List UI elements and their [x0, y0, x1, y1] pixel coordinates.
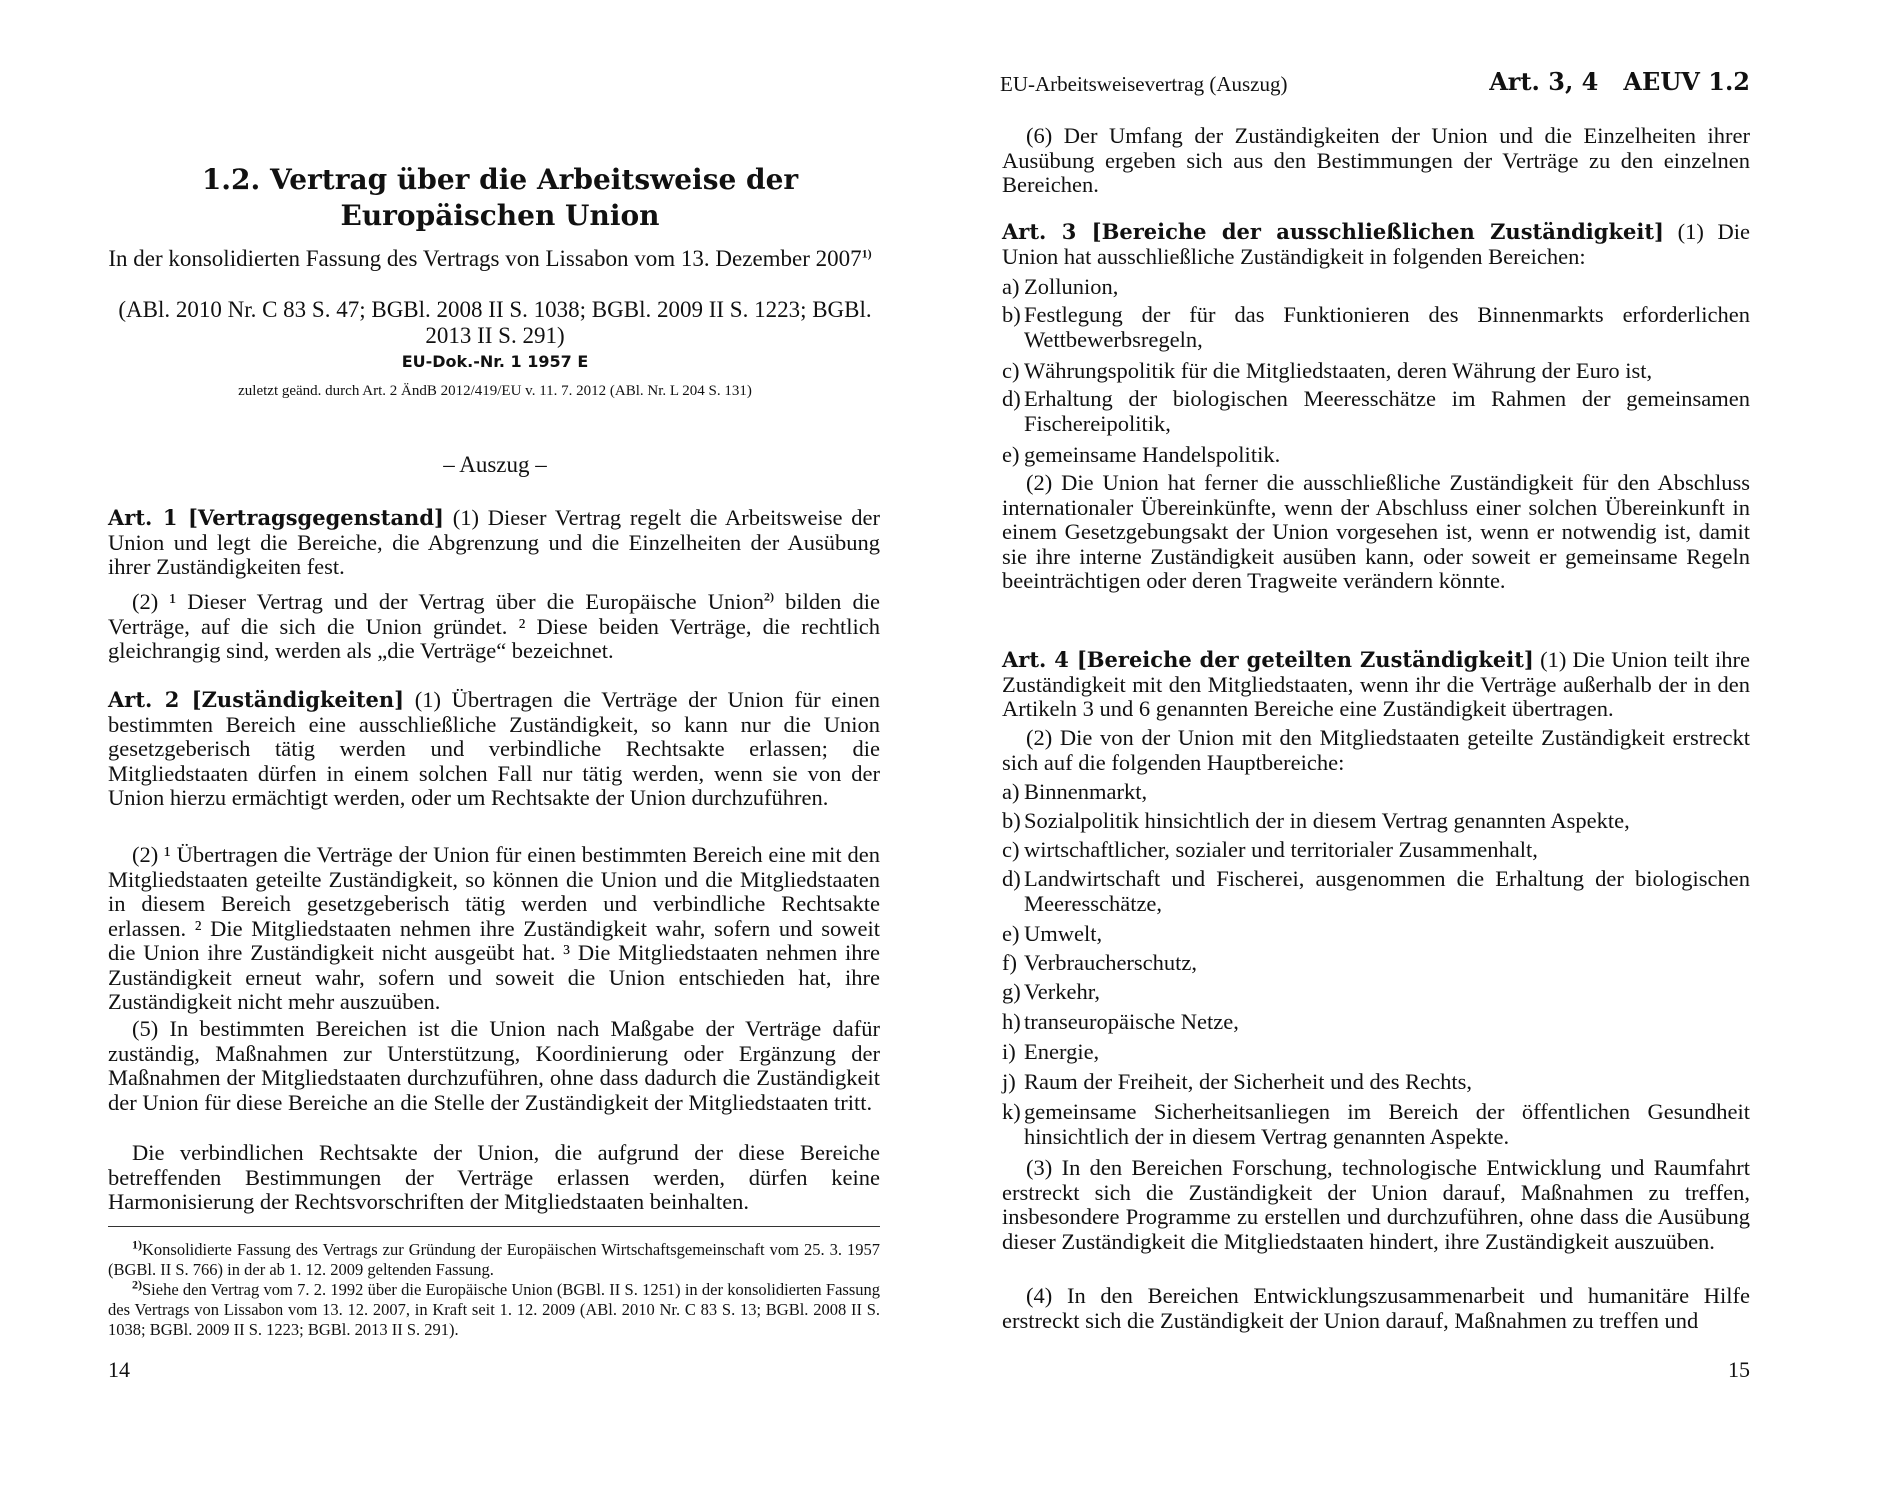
item-text: Umwelt,: [1024, 921, 1103, 946]
article-4-heading: Art. 4 [Bereiche der geteilten Zuständigkeit]: [1002, 647, 1534, 672]
article-2-heading: Art. 2 [Zuständigkeiten]: [108, 687, 405, 712]
article-2-paragraph-2: (2) ¹ Übertragen die Verträge der Union für einen bestimmten Bereich eine mit den Mitgliedstaaten geteilte Zuständigkeit, so können die Union und die Mitgliedstaaten in diesem Bereich gesetzgeberisch tätig werden und verbindliche Rechtsakte erlassen. ² Die Mitgliedstaaten nehmen ihre Zuständigkeit wahr, sofern und soweit die Union ihre Zuständigkeit nicht ausgeübt hat. ³ Die Mitgliedstaaten nehmen ihre Zuständigkeit erneut wahr, sofern und soweit die Union entschieden hat, ihre Zuständigkeit nicht mehr auszuüben.: [108, 842, 880, 1014]
item-text: Raum der Freiheit, der Sicherheit und des Rechts,: [1024, 1069, 1473, 1094]
excerpt-label: – Auszug –: [443, 452, 547, 477]
article-1-heading: Art. 1 [Vertragsgegenstand]: [108, 505, 444, 530]
sources: (ABl. 2010 Nr. C 83 S. 47; BGBl. 2008 II S. 1038; BGBl. 2009 II S. 1223; BGBl. 2013 II S. 291): [118, 297, 872, 348]
article-2-p1-text: (1) Übertragen die Verträge der Union für einen bestimmten Bereich eine ausschließliche Zuständigkeit, so kann nur die Union gesetzgeberisch tätig werden und verbindliche Rechtsakte erlassen; die Mitgliedstaaten dürfen in einem solchen Fall nur tätig werden, wenn sie von der Union hierzu ermächtigt werden, oder um Rechtsakte der Union durchzuführen.: [108, 687, 880, 810]
article-1-p2-text-b: bilden die Verträge, auf die sich die Union gründet. ² Diese beiden Verträge, die rechtlich gleichrangig sind, werden als „die Verträge“ bezeichnet.: [108, 589, 880, 663]
article-4-paragraph-1: [1002, 648, 1750, 722]
article-2-paragraph-6: Die verbindlichen Rechtsakte der Union, die aufgrund der diese Bereiche betreffenden Bestimmungen der Verträge erlassen werden, dürfen keine Harmonisierung der Rechtsvorschriften der Mitgliedstaaten beinhalten.: [108, 1140, 880, 1214]
item-marker: a): [1002, 779, 1020, 804]
article-4-paragraph-2: (2) Die von der Union mit den Mitgliedstaaten geteilte Zuständigkeit erstreckt sich auf die folgenden Hauptbereiche:: [1002, 725, 1750, 775]
footnote-2-text: Siehe den Vertrag vom 7. 2. 1992 über die Europäische Union (BGBl. II S. 1251) in der konsolidierten Fassung des Vertrags von Lissabon vom 13. 12. 2007, in Kraft seit 1. 12. 2009 (ABl. 2010 Nr. C 83 S. 13; BGBl. 2008 II S. 1038; BGBl. 2009 II S. 1223; BGBl. 2013 II S. 291).: [108, 1280, 880, 1339]
footnote-1-mark: 1): [132, 1237, 142, 1252]
article-1-p1-text: (1) Dieser Vertrag regelt die Arbeitsweise der Union und legt die Bereiche, die Abgrenzung und die Einzelheiten der Ausübung ihrer Zuständigkeiten fest.: [108, 505, 880, 579]
item-marker: b): [1002, 302, 1021, 327]
item-marker: b): [1002, 808, 1021, 833]
item-text: Landwirtschaft und Fischerei, ausgenommen die Erhaltung der biologischen Meeresschätze,: [1024, 866, 1750, 916]
article-2-paragraph-6-continued: (6) Der Umfang der Zuständigkeiten der Union und die Einzelheiten ihrer Ausübung ergeben sich aus den Bestimmungen der Verträge zu den einzelnen Bereichen.: [1002, 123, 1750, 197]
header-article-ref: Art. 3, 4 AEUV 1.2: [1489, 67, 1750, 96]
footnote-ref-2: 2): [764, 589, 774, 604]
article-4-paragraph-4: (4) In den Bereichen Entwicklungszusammenarbeit und humanitäre Hilfe erstreckt sich die Zuständigkeit der Union darauf, Maßnahmen zu treffen und: [1002, 1283, 1750, 1333]
item-text: gemeinsame Handelspolitik.: [1024, 442, 1281, 467]
page-number-right: 15: [1728, 1357, 1750, 1382]
article-4-paragraph-3: (3) In den Bereichen Forschung, technologische Entwicklung und Raumfahrt erstreckt sich die Zuständigkeit der Union darauf, Maßnahmen zu treffen, insbesondere Programme zu erstellen und durchzuführen, ohne dass die Ausübung dieser Zuständigkeit die Mitgliedstaaten hindert, ihre Zuständigkeit auszuüben.: [1002, 1155, 1750, 1254]
item-marker: k): [1002, 1099, 1021, 1124]
subtitle-text: In der konsolidierten Fassung des Vertrags von Lissabon vom 13. Dezember 2007: [108, 246, 862, 271]
page-number-left: 14: [108, 1357, 130, 1382]
item-marker: e): [1002, 442, 1020, 467]
article-1-paragraph-1: [108, 506, 880, 580]
item-text: Erhaltung der biologischen Meeresschätze im Rahmen der gemeinsamen Fischereipolitik,: [1024, 386, 1750, 436]
article-3-paragraph-2: (2) Die Union hat ferner die ausschließliche Zuständigkeit für den Abschluss internationaler Übereinkünfte, wenn der Abschluss einer solchen Übereinkunft in einem Gesetzgebungsakt der Union vorgesehen ist, wenn er notwendig ist, damit sie ihre interne Zuständigkeit ausüben kann, oder soweit er gemeinsame Regeln beeinträchtigen oder deren Tragweite verändern könnte.: [1002, 470, 1750, 593]
right-page: [944, 0, 1888, 1508]
subtitle: [100, 246, 880, 272]
article-3-heading: Art. 3 [Bereiche der ausschließlichen Zuständigkeit]: [1002, 219, 1664, 244]
item-text: Verbraucherschutz,: [1024, 950, 1198, 975]
running-header: EU-Arbeitsweisevertrag (Auszug): [1000, 72, 1288, 96]
article-4-p1-text: (1) Die Union teilt ihre Zuständigkeit mit den Mitgliedstaaten, wenn ihr die Verträge außerhalb der in den Artikeln 3 und 6 genannten Bereiche eine Zuständigkeit übertragen.: [1002, 647, 1750, 721]
item-text: transeuropäische Netze,: [1024, 1009, 1239, 1034]
item-marker: a): [1002, 274, 1020, 299]
article-1-p2-text-a: (2) ¹ Dieser Vertrag und der Vertrag über die Europäische Union: [132, 589, 764, 614]
document-title: 1.2. Vertrag über die Arbeitsweise der Europäischen Union: [201, 163, 799, 232]
footnote-2-mark: 2): [132, 1277, 142, 1292]
footnote-1: [108, 1237, 880, 1280]
dok-nr: EU-Dok.-Nr. 1 1957 E: [401, 352, 589, 371]
article-2-paragraph-1: [108, 688, 880, 811]
item-marker: c): [1002, 358, 1020, 383]
item-marker: d): [1002, 386, 1021, 411]
footnote-ref-1: 1): [861, 246, 872, 261]
footnote-separator: [108, 1226, 880, 1227]
item-text: Verkehr,: [1024, 979, 1100, 1004]
item-text: Binnenmarkt,: [1024, 779, 1148, 804]
footnote-2: [108, 1277, 880, 1340]
item-text: Festlegung der für das Funktionieren des Binnenmarkts erforderlichen Wettbewerbsregeln,: [1024, 302, 1750, 352]
article-1-paragraph-2: [108, 590, 880, 664]
item-marker: i): [1002, 1039, 1016, 1064]
item-marker: g): [1002, 979, 1021, 1004]
item-marker: f): [1002, 950, 1017, 975]
article-3-p1-text: (1) Die Union hat ausschließliche Zuständigkeit in folgenden Bereichen:: [1002, 219, 1751, 269]
item-marker: e): [1002, 921, 1020, 946]
item-text: Währungspolitik für die Mitgliedstaaten, deren Währung der Euro ist,: [1024, 358, 1653, 383]
item-text: wirtschaftlicher, sozialer und territorialer Zusammenhalt,: [1024, 837, 1538, 862]
article-2-paragraph-5: (5) In bestimmten Bereichen ist die Union nach Maßgabe der Verträge dafür zuständig, Maßnahmen zur Unterstützung, Koordinierung oder Ergänzung der Maßnahmen der Mitgliedstaaten durchzuführen, ohne dass dadurch die Zuständigkeit der Union für diese Bereiche an die Stelle der Zuständigkeit der Mitgliedstaaten tritt.: [108, 1016, 880, 1115]
amendment-note: zuletzt geänd. durch Art. 2 ÄndB 2012/419/EU v. 11. 7. 2012 (ABl. Nr. L 204 S. 131): [238, 383, 752, 399]
item-text: Energie,: [1024, 1039, 1100, 1064]
item-text: gemeinsame Sicherheitsanliegen im Bereich der öffentlichen Gesundheit hinsichtlich der in diesem Vertrag genannten Aspekte.: [1024, 1099, 1750, 1149]
item-text: Zollunion,: [1024, 274, 1119, 299]
article-3-paragraph-1: [1002, 220, 1750, 269]
item-text: Sozialpolitik hinsichtlich der in diesem Vertrag genannten Aspekte,: [1024, 808, 1630, 833]
footnote-1-text: Konsolidierte Fassung des Vertrags zur Gründung der Europäischen Wirtschaftsgemeinschaft vom 25. 3. 1957 (BGBl. II S. 766) in der ab 1. 12. 2009 geltenden Fassung.: [108, 1240, 880, 1279]
item-marker: d): [1002, 866, 1021, 891]
item-marker: c): [1002, 837, 1020, 862]
item-marker: j): [1002, 1069, 1016, 1094]
item-marker: h): [1002, 1009, 1021, 1034]
